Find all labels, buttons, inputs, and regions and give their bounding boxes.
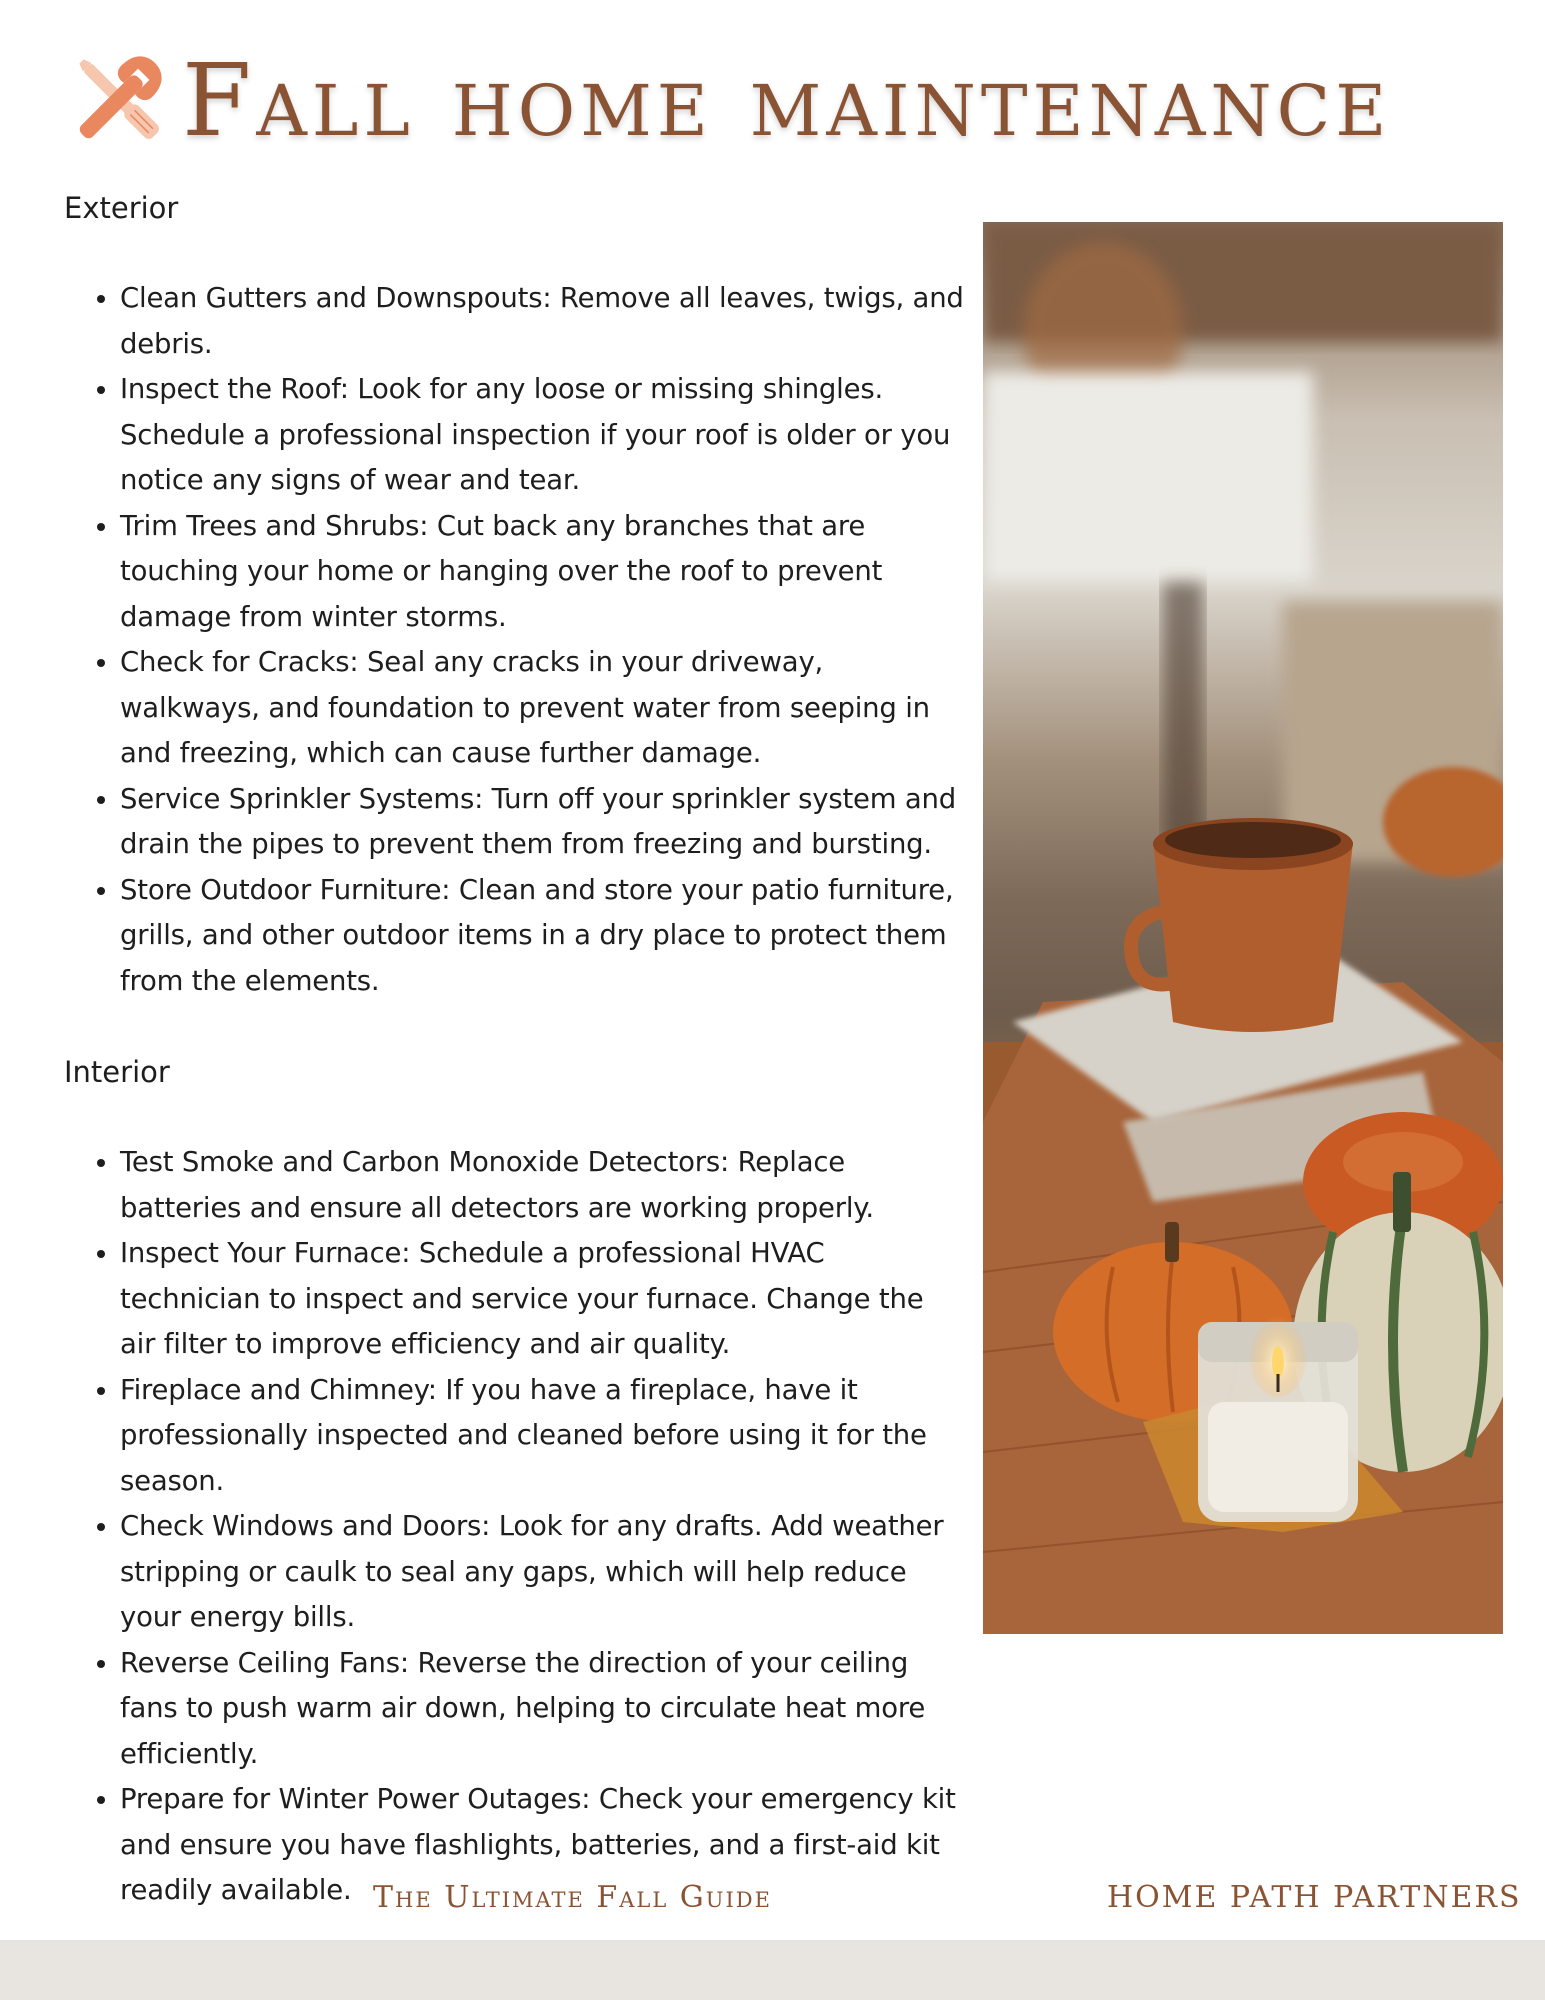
exterior-heading: Exterior	[64, 191, 179, 225]
list-item: • Inspect the Roof: Look for any loose or missing shingles. Schedule a professional inspection if your roof is older or you notice any signs of wear and tear.	[120, 367, 964, 504]
list-item: • Check Windows and Doors: Look for any drafts. Add weather stripping or caulk to seal any gaps, which will help reduce your energy bills.	[120, 1504, 964, 1641]
list-item: • Prepare for Winter Power Outages: Check your emergency kit and ensure you have flashlights, batteries, and a first-aid kit readily available.	[120, 1777, 964, 1914]
list-item: • Test Smoke and Carbon Monoxide Detectors: Replace batteries and ensure all detectors are working properly.	[120, 1140, 964, 1231]
interior-list	[64, 1140, 964, 1914]
wrench-screwdriver-icon	[64, 44, 174, 154]
bottom-band	[0, 1940, 1545, 2000]
page-title: Fall home maintenance	[182, 42, 1392, 159]
guide-title: The Ultimate Fall Guide	[373, 1880, 772, 1915]
photo-illustration	[983, 222, 1503, 1634]
list-item: • Trim Trees and Shrubs: Cut back any branches that are touching your home or hanging over the roof to prevent damage from winter storms.	[120, 504, 964, 641]
list-item: • Service Sprinkler Systems: Turn off your sprinkler system and drain the pipes to prevent them from freezing and bursting.	[120, 777, 964, 868]
list-item: • Reverse Ceiling Fans: Reverse the direction of your ceiling fans to push warm air down, helping to circulate heat more efficiently.	[120, 1641, 964, 1778]
autumn-still-life-photo	[983, 222, 1503, 1634]
brand-name: HOME PATH PARTNERS	[1107, 1880, 1522, 1915]
list-item: • Clean Gutters and Downspouts: Remove all leaves, twigs, and debris.	[120, 276, 964, 367]
list-item: • Inspect Your Furnace: Schedule a professional HVAC technician to inspect and service your furnace. Change the air filter to improve efficiency and air quality.	[120, 1231, 964, 1368]
list-item: • Fireplace and Chimney: If you have a fireplace, have it professionally inspected and cleaned before using it for the season.	[120, 1368, 964, 1505]
content-column	[64, 188, 964, 1914]
title-row	[64, 40, 1464, 160]
interior-heading: Interior	[64, 1055, 170, 1089]
list-item: • Check for Cracks: Seal any cracks in your driveway, walkways, and foundation to prevent water from seeping in and freezing, which can cause further damage.	[120, 640, 964, 777]
list-item: • Store Outdoor Furniture: Clean and store your patio furniture, grills, and other outdoor items in a dry place to protect them from the elements.	[120, 868, 964, 1005]
exterior-list	[64, 276, 964, 1004]
